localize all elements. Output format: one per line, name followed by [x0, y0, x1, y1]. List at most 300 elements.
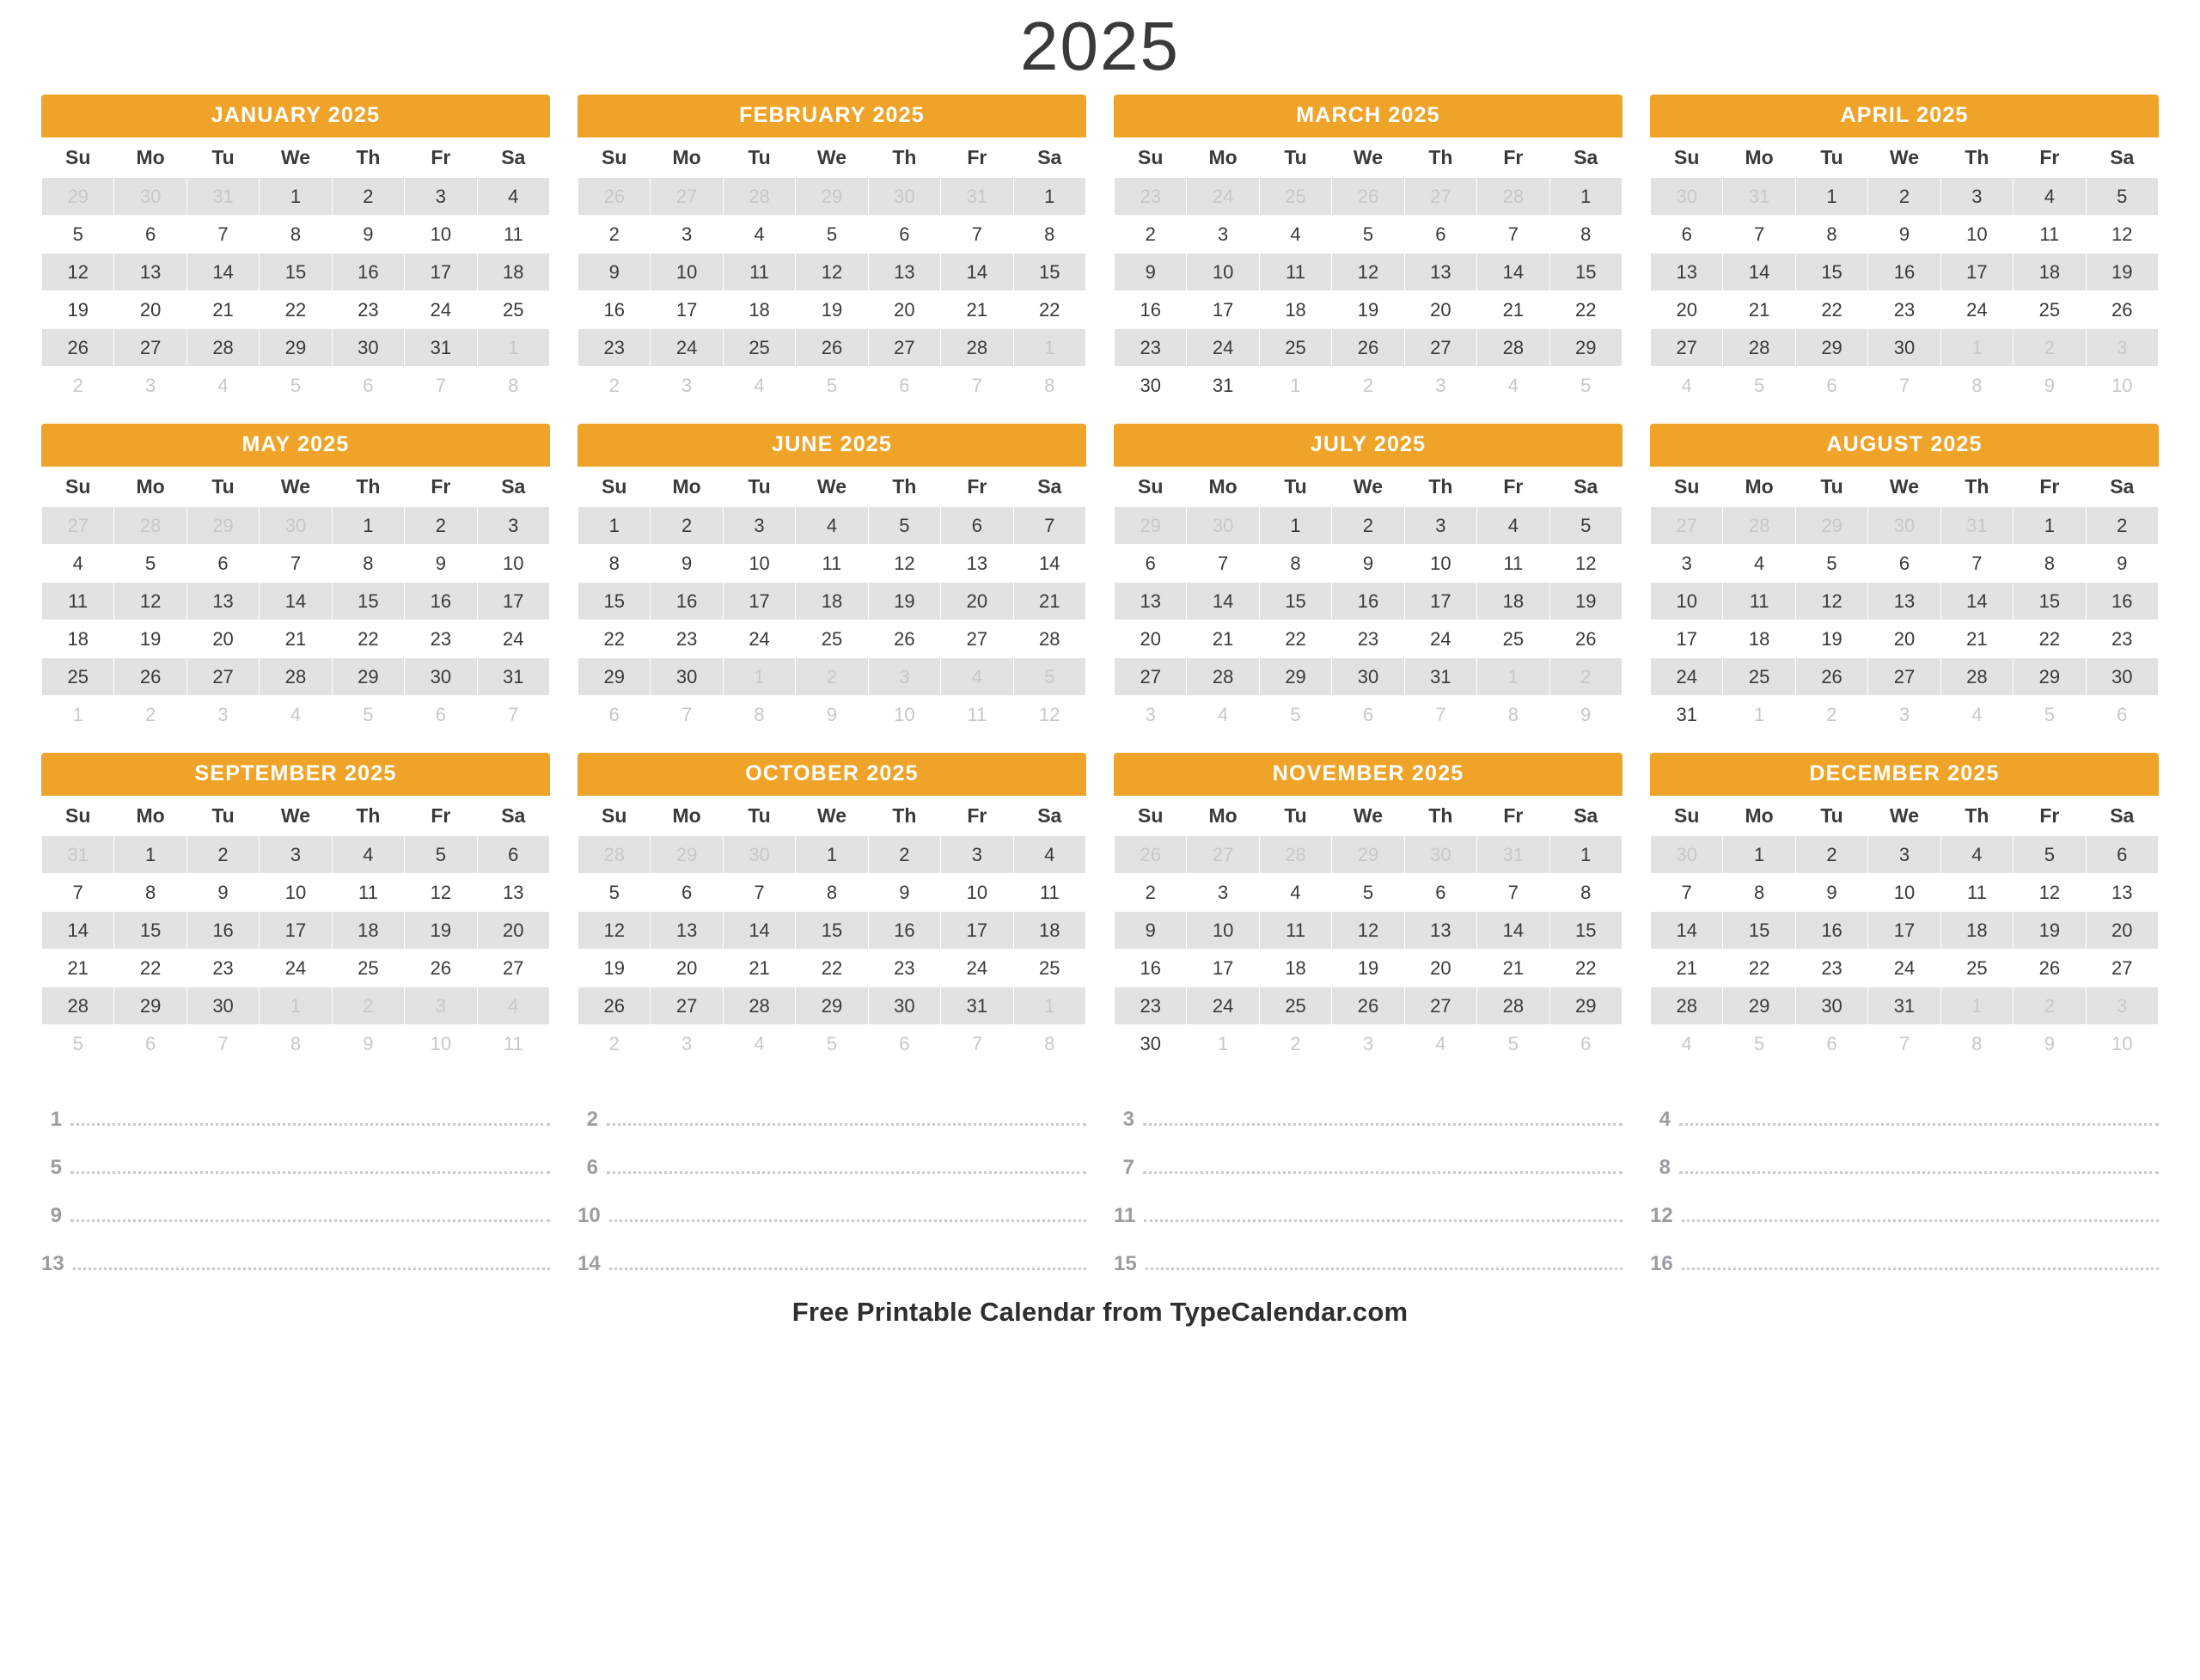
day-cell-adjacent-month[interactable]: 7 [477, 696, 549, 734]
day-cell-adjacent-month[interactable]: 5 [1259, 696, 1331, 734]
day-cell[interactable]: 21 [1187, 620, 1259, 658]
day-cell-adjacent-month[interactable]: 6 [332, 367, 404, 405]
day-cell[interactable]: 3 [723, 507, 795, 545]
day-cell[interactable]: 18 [1940, 912, 2013, 950]
day-cell-adjacent-month[interactable]: 9 [796, 696, 868, 734]
day-cell[interactable]: 25 [796, 620, 868, 658]
day-cell-adjacent-month[interactable]: 9 [2014, 367, 2086, 405]
day-cell[interactable]: 15 [1013, 254, 1085, 291]
day-cell[interactable]: 22 [1549, 291, 1622, 329]
day-cell[interactable]: 30 [405, 658, 477, 696]
day-cell[interactable]: 2 [332, 178, 404, 216]
day-cell[interactable]: 30 [1115, 1025, 1187, 1063]
day-cell-adjacent-month[interactable]: 12 [1013, 696, 1085, 734]
day-cell[interactable]: 7 [1723, 216, 1795, 254]
day-cell[interactable]: 6 [2086, 836, 2158, 874]
day-cell[interactable]: 30 [1332, 658, 1404, 696]
day-cell[interactable]: 14 [1477, 912, 1549, 950]
day-cell[interactable]: 9 [1115, 912, 1187, 950]
day-cell-adjacent-month[interactable]: 31 [186, 178, 259, 216]
day-cell-adjacent-month[interactable]: 2 [2014, 987, 2086, 1025]
day-cell[interactable]: 1 [1259, 507, 1331, 545]
day-cell[interactable]: 23 [1115, 329, 1187, 367]
day-cell-adjacent-month[interactable]: 2 [42, 367, 114, 405]
day-cell[interactable]: 28 [1651, 987, 1723, 1025]
day-cell[interactable]: 27 [1404, 987, 1476, 1025]
day-cell-adjacent-month[interactable]: 1 [1723, 696, 1795, 734]
day-cell-adjacent-month[interactable]: 7 [941, 367, 1013, 405]
day-cell-adjacent-month[interactable]: 4 [723, 1025, 795, 1063]
day-cell[interactable]: 15 [578, 583, 651, 620]
day-cell[interactable]: 28 [723, 987, 795, 1025]
day-cell[interactable]: 28 [42, 987, 114, 1025]
day-cell[interactable]: 24 [260, 950, 332, 987]
day-cell-adjacent-month[interactable]: 11 [477, 1025, 549, 1063]
day-cell[interactable]: 23 [578, 329, 651, 367]
day-cell[interactable]: 31 [477, 658, 549, 696]
day-cell[interactable]: 21 [260, 620, 332, 658]
day-cell[interactable]: 21 [1723, 291, 1795, 329]
day-cell[interactable]: 18 [2014, 254, 2086, 291]
day-cell[interactable]: 8 [2014, 545, 2086, 583]
day-cell-adjacent-month[interactable]: 28 [1477, 178, 1549, 216]
day-cell[interactable]: 22 [1013, 291, 1085, 329]
day-cell[interactable]: 1 [578, 507, 651, 545]
day-cell[interactable]: 29 [114, 987, 186, 1025]
day-cell[interactable]: 22 [1795, 291, 1867, 329]
day-cell[interactable]: 20 [477, 912, 549, 950]
note-line[interactable] [1114, 1226, 1622, 1274]
note-line[interactable] [578, 1130, 1086, 1178]
day-cell[interactable]: 5 [796, 216, 868, 254]
day-cell[interactable]: 18 [42, 620, 114, 658]
day-cell[interactable]: 28 [1723, 329, 1795, 367]
day-cell[interactable]: 2 [651, 507, 723, 545]
day-cell[interactable]: 29 [1549, 329, 1622, 367]
day-cell[interactable]: 24 [477, 620, 549, 658]
day-cell-adjacent-month[interactable]: 27 [1651, 507, 1723, 545]
day-cell-adjacent-month[interactable]: 10 [405, 1025, 477, 1063]
day-cell[interactable]: 4 [2014, 178, 2086, 216]
day-cell-adjacent-month[interactable]: 3 [114, 367, 186, 405]
day-cell[interactable]: 13 [186, 583, 259, 620]
note-line[interactable] [1650, 1082, 2159, 1130]
day-cell-adjacent-month[interactable]: 6 [1795, 1025, 1867, 1063]
day-cell-adjacent-month[interactable]: 9 [332, 1025, 404, 1063]
day-cell[interactable]: 3 [477, 507, 549, 545]
day-cell[interactable]: 7 [42, 874, 114, 912]
day-cell[interactable]: 30 [186, 987, 259, 1025]
day-cell[interactable]: 11 [796, 545, 868, 583]
day-cell[interactable]: 14 [941, 254, 1013, 291]
day-cell[interactable]: 18 [796, 583, 868, 620]
day-cell[interactable]: 11 [1477, 545, 1549, 583]
day-cell-adjacent-month[interactable]: 31 [42, 836, 114, 874]
day-cell-adjacent-month[interactable]: 6 [1549, 1025, 1622, 1063]
day-cell[interactable]: 1 [332, 507, 404, 545]
day-cell[interactable]: 30 [651, 658, 723, 696]
day-cell-adjacent-month[interactable]: 4 [1651, 367, 1723, 405]
day-cell[interactable]: 9 [1115, 254, 1187, 291]
day-cell[interactable]: 24 [1404, 620, 1476, 658]
day-cell[interactable]: 27 [114, 329, 186, 367]
day-cell-adjacent-month[interactable]: 2 [1795, 696, 1867, 734]
day-cell[interactable]: 10 [1651, 583, 1723, 620]
day-cell[interactable]: 24 [1651, 658, 1723, 696]
day-cell-adjacent-month[interactable]: 25 [1259, 178, 1331, 216]
note-line[interactable] [578, 1178, 1086, 1226]
day-cell[interactable]: 14 [1940, 583, 2013, 620]
day-cell[interactable]: 2 [578, 216, 651, 254]
day-cell[interactable]: 27 [2086, 950, 2158, 987]
day-cell[interactable]: 16 [2086, 583, 2158, 620]
day-cell[interactable]: 22 [1259, 620, 1331, 658]
day-cell[interactable]: 12 [1549, 545, 1622, 583]
day-cell[interactable]: 4 [723, 216, 795, 254]
day-cell[interactable]: 2 [1115, 874, 1187, 912]
day-cell[interactable]: 9 [651, 545, 723, 583]
day-cell[interactable]: 24 [1940, 291, 2013, 329]
note-line[interactable] [578, 1082, 1086, 1130]
day-cell[interactable]: 19 [42, 291, 114, 329]
day-cell[interactable]: 9 [186, 874, 259, 912]
day-cell[interactable]: 24 [1187, 987, 1259, 1025]
day-cell-adjacent-month[interactable]: 30 [868, 178, 940, 216]
day-cell[interactable]: 15 [332, 583, 404, 620]
day-cell[interactable]: 16 [1115, 950, 1187, 987]
day-cell-adjacent-month[interactable]: 28 [723, 178, 795, 216]
day-cell[interactable]: 23 [1868, 291, 1940, 329]
day-cell-adjacent-month[interactable]: 10 [2086, 367, 2158, 405]
day-cell[interactable]: 26 [868, 620, 940, 658]
day-cell[interactable]: 27 [1868, 658, 1940, 696]
day-cell[interactable]: 20 [114, 291, 186, 329]
day-cell[interactable]: 1 [1549, 178, 1622, 216]
day-cell[interactable]: 26 [1795, 658, 1867, 696]
day-cell[interactable]: 2 [2086, 507, 2158, 545]
day-cell[interactable]: 8 [332, 545, 404, 583]
note-line[interactable] [578, 1226, 1086, 1274]
day-cell[interactable]: 16 [1115, 291, 1187, 329]
day-cell[interactable]: 11 [332, 874, 404, 912]
day-cell[interactable]: 29 [332, 658, 404, 696]
day-cell[interactable]: 22 [114, 950, 186, 987]
day-cell[interactable]: 6 [941, 507, 1013, 545]
day-cell[interactable]: 10 [405, 216, 477, 254]
day-cell[interactable]: 14 [186, 254, 259, 291]
day-cell-adjacent-month[interactable]: 28 [1723, 507, 1795, 545]
day-cell-adjacent-month[interactable]: 5 [1477, 1025, 1549, 1063]
day-cell[interactable]: 8 [1723, 874, 1795, 912]
day-cell[interactable]: 26 [1332, 987, 1404, 1025]
day-cell[interactable]: 27 [186, 658, 259, 696]
day-cell-adjacent-month[interactable]: 30 [1868, 507, 1940, 545]
day-cell[interactable]: 29 [1723, 987, 1795, 1025]
day-cell[interactable]: 21 [1013, 583, 1085, 620]
day-cell[interactable]: 14 [1723, 254, 1795, 291]
day-cell[interactable]: 14 [1013, 545, 1085, 583]
note-line[interactable] [41, 1130, 550, 1178]
day-cell[interactable]: 9 [578, 254, 651, 291]
day-cell[interactable]: 7 [1187, 545, 1259, 583]
note-line[interactable] [1114, 1130, 1622, 1178]
day-cell-adjacent-month[interactable]: 31 [941, 178, 1013, 216]
day-cell[interactable]: 7 [186, 216, 259, 254]
day-cell[interactable]: 7 [260, 545, 332, 583]
day-cell[interactable]: 4 [796, 507, 868, 545]
day-cell[interactable]: 20 [1115, 620, 1187, 658]
day-cell[interactable]: 8 [1013, 216, 1085, 254]
day-cell-adjacent-month[interactable]: 6 [2086, 696, 2158, 734]
day-cell-adjacent-month[interactable]: 7 [186, 1025, 259, 1063]
day-cell[interactable]: 31 [941, 987, 1013, 1025]
day-cell-adjacent-month[interactable]: 30 [1651, 178, 1723, 216]
day-cell-adjacent-month[interactable]: 6 [1332, 696, 1404, 734]
day-cell[interactable]: 11 [477, 216, 549, 254]
day-cell[interactable]: 13 [2086, 874, 2158, 912]
day-cell[interactable]: 9 [1795, 874, 1867, 912]
day-cell[interactable]: 12 [1332, 254, 1404, 291]
day-cell-adjacent-month[interactable]: 5 [260, 367, 332, 405]
day-cell[interactable]: 30 [332, 329, 404, 367]
day-cell-adjacent-month[interactable]: 2 [578, 367, 651, 405]
day-cell-adjacent-month[interactable]: 29 [1795, 507, 1867, 545]
note-line[interactable] [41, 1226, 550, 1274]
day-cell[interactable]: 31 [1868, 987, 1940, 1025]
day-cell-adjacent-month[interactable]: 30 [1187, 507, 1259, 545]
day-cell[interactable]: 6 [186, 545, 259, 583]
day-cell[interactable]: 18 [1477, 583, 1549, 620]
day-cell[interactable]: 13 [1868, 583, 1940, 620]
day-cell[interactable]: 8 [1795, 216, 1867, 254]
day-cell[interactable]: 21 [1477, 950, 1549, 987]
day-cell[interactable]: 25 [1259, 329, 1331, 367]
day-cell[interactable]: 23 [1115, 987, 1187, 1025]
day-cell[interactable]: 3 [941, 836, 1013, 874]
day-cell[interactable]: 22 [578, 620, 651, 658]
day-cell[interactable]: 20 [651, 950, 723, 987]
day-cell-adjacent-month[interactable]: 3 [1332, 1025, 1404, 1063]
day-cell[interactable]: 24 [1187, 329, 1259, 367]
day-cell[interactable]: 16 [1795, 912, 1867, 950]
day-cell[interactable]: 13 [1404, 912, 1476, 950]
day-cell-adjacent-month[interactable]: 3 [186, 696, 259, 734]
day-cell[interactable]: 6 [1404, 216, 1476, 254]
day-cell[interactable]: 16 [578, 291, 651, 329]
day-cell[interactable]: 10 [1404, 545, 1476, 583]
day-cell[interactable]: 6 [477, 836, 549, 874]
day-cell[interactable]: 3 [1404, 507, 1476, 545]
day-cell[interactable]: 2 [1795, 836, 1867, 874]
day-cell[interactable]: 11 [1259, 912, 1331, 950]
day-cell[interactable]: 12 [42, 254, 114, 291]
day-cell-adjacent-month[interactable]: 6 [868, 1025, 940, 1063]
day-cell-adjacent-month[interactable]: 1 [260, 987, 332, 1025]
day-cell[interactable]: 2 [186, 836, 259, 874]
day-cell[interactable]: 29 [578, 658, 651, 696]
day-cell[interactable]: 24 [941, 950, 1013, 987]
day-cell[interactable]: 26 [2086, 291, 2158, 329]
day-cell[interactable]: 20 [186, 620, 259, 658]
day-cell[interactable]: 2 [1115, 216, 1187, 254]
day-cell[interactable]: 27 [651, 987, 723, 1025]
day-cell[interactable]: 20 [1404, 950, 1476, 987]
day-cell[interactable]: 20 [1651, 291, 1723, 329]
day-cell[interactable]: 10 [1187, 254, 1259, 291]
day-cell-adjacent-month[interactable]: 30 [1404, 836, 1476, 874]
day-cell[interactable]: 15 [796, 912, 868, 950]
day-cell[interactable]: 2 [405, 507, 477, 545]
day-cell[interactable]: 3 [1187, 216, 1259, 254]
day-cell[interactable]: 8 [1549, 216, 1622, 254]
note-line[interactable] [1114, 1082, 1622, 1130]
day-cell[interactable]: 22 [796, 950, 868, 987]
day-cell[interactable]: 18 [1259, 291, 1331, 329]
day-cell-adjacent-month[interactable]: 6 [578, 696, 651, 734]
day-cell[interactable]: 5 [114, 545, 186, 583]
day-cell-adjacent-month[interactable]: 2 [2014, 329, 2086, 367]
day-cell[interactable]: 9 [1868, 216, 1940, 254]
day-cell[interactable]: 10 [260, 874, 332, 912]
day-cell-adjacent-month[interactable]: 2 [578, 1025, 651, 1063]
day-cell[interactable]: 2 [868, 836, 940, 874]
day-cell[interactable]: 12 [2014, 874, 2086, 912]
day-cell[interactable]: 21 [42, 950, 114, 987]
day-cell[interactable]: 12 [1795, 583, 1867, 620]
day-cell[interactable]: 28 [1940, 658, 2013, 696]
day-cell-adjacent-month[interactable]: 5 [42, 1025, 114, 1063]
day-cell[interactable]: 11 [2014, 216, 2086, 254]
day-cell[interactable]: 11 [1723, 583, 1795, 620]
day-cell[interactable]: 14 [1187, 583, 1259, 620]
day-cell[interactable]: 9 [405, 545, 477, 583]
day-cell[interactable]: 24 [1868, 950, 1940, 987]
note-line[interactable] [1114, 1178, 1622, 1226]
day-cell[interactable]: 11 [723, 254, 795, 291]
day-cell[interactable]: 29 [2014, 658, 2086, 696]
day-cell[interactable]: 20 [1404, 291, 1476, 329]
day-cell-adjacent-month[interactable]: 6 [405, 696, 477, 734]
day-cell-adjacent-month[interactable]: 7 [1868, 367, 1940, 405]
day-cell[interactable]: 13 [1404, 254, 1476, 291]
day-cell[interactable]: 7 [723, 874, 795, 912]
day-cell[interactable]: 21 [1651, 950, 1723, 987]
day-cell[interactable]: 16 [868, 912, 940, 950]
day-cell[interactable]: 25 [2014, 291, 2086, 329]
day-cell[interactable]: 25 [477, 291, 549, 329]
day-cell-adjacent-month[interactable]: 4 [1940, 696, 2013, 734]
day-cell[interactable]: 5 [2086, 178, 2158, 216]
day-cell-adjacent-month[interactable]: 28 [1259, 836, 1331, 874]
day-cell-adjacent-month[interactable]: 23 [1115, 178, 1187, 216]
day-cell-adjacent-month[interactable]: 1 [723, 658, 795, 696]
day-cell-adjacent-month[interactable]: 3 [1115, 696, 1187, 734]
day-cell-adjacent-month[interactable]: 1 [1940, 329, 2013, 367]
day-cell[interactable]: 16 [1332, 583, 1404, 620]
day-cell[interactable]: 16 [405, 583, 477, 620]
note-line[interactable] [1650, 1178, 2159, 1226]
day-cell[interactable]: 23 [651, 620, 723, 658]
note-line[interactable] [1650, 1226, 2159, 1274]
day-cell[interactable]: 25 [723, 329, 795, 367]
day-cell[interactable]: 21 [723, 950, 795, 987]
day-cell[interactable]: 10 [1868, 874, 1940, 912]
day-cell[interactable]: 20 [1868, 620, 1940, 658]
day-cell[interactable]: 1 [2014, 507, 2086, 545]
day-cell-adjacent-month[interactable]: 9 [1549, 696, 1622, 734]
day-cell[interactable]: 5 [1795, 545, 1867, 583]
day-cell-adjacent-month[interactable]: 31 [1940, 507, 2013, 545]
day-cell-adjacent-month[interactable]: 2 [1259, 1025, 1331, 1063]
day-cell-adjacent-month[interactable]: 4 [186, 367, 259, 405]
note-line[interactable] [41, 1178, 550, 1226]
day-cell-adjacent-month[interactable]: 5 [796, 1025, 868, 1063]
day-cell[interactable]: 17 [1187, 950, 1259, 987]
day-cell[interactable]: 25 [42, 658, 114, 696]
day-cell[interactable]: 4 [477, 178, 549, 216]
day-cell[interactable]: 10 [1187, 912, 1259, 950]
day-cell[interactable]: 21 [1940, 620, 2013, 658]
day-cell[interactable]: 3 [260, 836, 332, 874]
day-cell[interactable]: 3 [1868, 836, 1940, 874]
note-line[interactable] [1650, 1130, 2159, 1178]
day-cell[interactable]: 1 [1723, 836, 1795, 874]
day-cell[interactable]: 30 [1115, 367, 1187, 405]
day-cell[interactable]: 2 [1868, 178, 1940, 216]
day-cell-adjacent-month[interactable]: 28 [114, 507, 186, 545]
day-cell[interactable]: 22 [260, 291, 332, 329]
day-cell[interactable]: 6 [1404, 874, 1476, 912]
day-cell[interactable]: 18 [1013, 912, 1085, 950]
day-cell[interactable]: 6 [1651, 216, 1723, 254]
day-cell-adjacent-month[interactable]: 1 [1940, 987, 2013, 1025]
day-cell[interactable]: 1 [1549, 836, 1622, 874]
day-cell[interactable]: 10 [941, 874, 1013, 912]
day-cell[interactable]: 8 [260, 216, 332, 254]
day-cell[interactable]: 19 [868, 583, 940, 620]
day-cell-adjacent-month[interactable]: 1 [1259, 367, 1331, 405]
day-cell[interactable]: 8 [1259, 545, 1331, 583]
day-cell[interactable]: 6 [114, 216, 186, 254]
day-cell-adjacent-month[interactable]: 6 [114, 1025, 186, 1063]
day-cell[interactable]: 28 [1187, 658, 1259, 696]
day-cell[interactable]: 22 [1549, 950, 1622, 987]
day-cell-adjacent-month[interactable]: 2 [1332, 367, 1404, 405]
day-cell[interactable]: 18 [723, 291, 795, 329]
day-cell-adjacent-month[interactable]: 4 [477, 987, 549, 1025]
day-cell-adjacent-month[interactable]: 27 [1404, 178, 1476, 216]
day-cell-adjacent-month[interactable]: 3 [2086, 329, 2158, 367]
day-cell[interactable]: 10 [477, 545, 549, 583]
day-cell-adjacent-month[interactable]: 7 [405, 367, 477, 405]
day-cell-adjacent-month[interactable]: 8 [260, 1025, 332, 1063]
day-cell[interactable]: 18 [477, 254, 549, 291]
day-cell[interactable]: 25 [1013, 950, 1085, 987]
day-cell[interactable]: 19 [796, 291, 868, 329]
day-cell[interactable]: 19 [405, 912, 477, 950]
day-cell-adjacent-month[interactable]: 8 [1940, 1025, 2013, 1063]
day-cell[interactable]: 26 [1332, 329, 1404, 367]
day-cell[interactable]: 26 [114, 658, 186, 696]
day-cell[interactable]: 13 [1651, 254, 1723, 291]
day-cell-adjacent-month[interactable]: 4 [723, 367, 795, 405]
day-cell[interactable]: 6 [651, 874, 723, 912]
day-cell[interactable]: 17 [260, 912, 332, 950]
day-cell[interactable]: 4 [332, 836, 404, 874]
day-cell[interactable]: 1 [1013, 178, 1085, 216]
day-cell[interactable]: 28 [1477, 329, 1549, 367]
day-cell-adjacent-month[interactable]: 1 [477, 329, 549, 367]
